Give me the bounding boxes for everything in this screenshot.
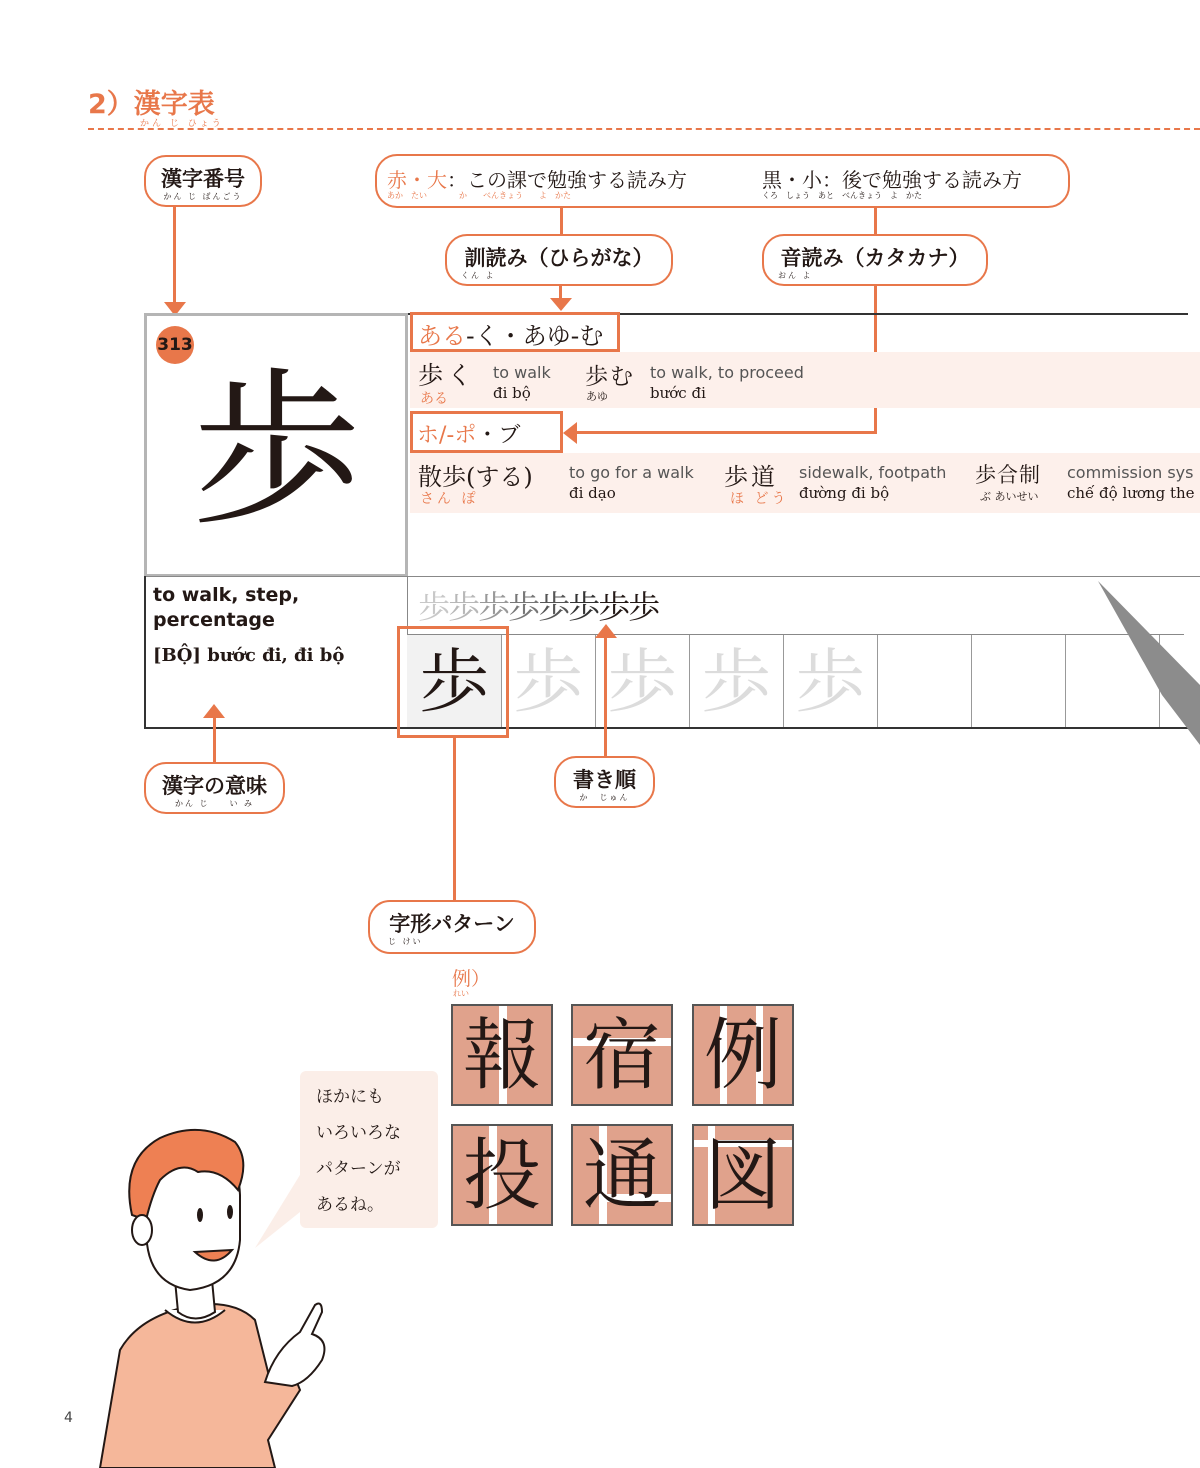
section-title: 2）漢字表 [88, 89, 215, 120]
callout-label: 音読み（カタカナ） [780, 246, 970, 270]
main-kanji: 歩 [190, 353, 361, 551]
pattern-kanji: 図 [703, 1131, 782, 1221]
divider [144, 576, 1200, 577]
vocab-word: 歩む [585, 364, 635, 390]
kanji-box [144, 313, 408, 577]
vocab-english: to walk [493, 363, 551, 382]
stroke-step: 歩 [568, 588, 599, 626]
vocab-english: to walk, to proceed [650, 363, 804, 382]
callout-ruby: か じゅん [579, 793, 630, 802]
red-legend-text: ：この課で勉強する読み方 [447, 168, 687, 192]
vocab-word: 散歩(する) [418, 463, 533, 491]
practice-trace-kanji: 歩 [513, 641, 583, 723]
practice-trace-kanji: 歩 [607, 641, 677, 723]
vocab-vietnamese: đường đi bộ [799, 484, 890, 502]
pattern-kanji: 投 [462, 1131, 541, 1221]
callout-ruby: おん よ [778, 271, 813, 280]
callout-ruby: くん よ [461, 271, 496, 280]
vocab-ruby: あゆ [586, 390, 608, 403]
pattern-kanji: 通 [582, 1131, 661, 1221]
arrow-line [453, 738, 456, 902]
vocab-english: to go for a walk [569, 463, 694, 482]
section-title-ruby: かん じ ひょう [140, 119, 224, 129]
pattern-kanji: 報 [462, 1011, 541, 1101]
kanji-number-badge: 313 [156, 326, 194, 364]
callout-meaning [144, 762, 285, 814]
callout-label: 訓読み（ひらがな） [464, 246, 654, 270]
vocab-ruby: ぶ あいせい [980, 490, 1039, 503]
practice-cell[interactable] [971, 635, 1066, 727]
stroke-step: 歩 [598, 588, 629, 626]
arrow-line [576, 431, 877, 434]
red-legend-ruby: あか たい か べんきょう よ かた [387, 191, 571, 200]
card-bottom-border [144, 727, 1200, 729]
callout-kun-reading [445, 234, 673, 286]
callout-ruby: かん じ ばんごう [163, 192, 243, 201]
stroke-step: 歩 [448, 588, 479, 626]
meaning-english: to walk, step, percentage [153, 584, 300, 631]
vocab-english: commission sys [1067, 463, 1194, 482]
pattern-highlight-box [397, 626, 509, 738]
vocab-vietnamese: chế độ lương the [1067, 484, 1195, 502]
vocab-word: 歩く [418, 361, 477, 390]
vocab-ruby: ほ どう [730, 491, 789, 507]
callout-stroke-order [554, 756, 655, 808]
arrow-head [563, 422, 577, 444]
stroke-sequence [418, 582, 658, 628]
meaning-vietnamese: [BỘ] bước đi, đi bộ [153, 645, 345, 666]
stroke-step: 歩 [418, 588, 449, 626]
practice-cell[interactable] [877, 635, 972, 727]
arrow-line [604, 636, 607, 758]
kun-reading-rest: -く・あゆ-む [466, 322, 604, 350]
divider [144, 576, 146, 728]
connector-line [560, 208, 563, 236]
dashed-divider [88, 128, 1200, 130]
on-reading [417, 418, 520, 449]
speech-line: パターンが [316, 1159, 401, 1179]
pattern-example [571, 1124, 673, 1226]
black-legend-mark: 黒・小 [762, 168, 822, 192]
pattern-example [451, 1124, 553, 1226]
callout-label: 字形パターン [389, 912, 515, 936]
arrow-head [550, 298, 572, 311]
callout-label: 漢字の意味 [162, 774, 267, 798]
speech-line: ほかにも [316, 1087, 384, 1107]
stroke-step: 歩 [538, 588, 569, 626]
black-legend-text: ：後で勉強する読み方 [822, 168, 1022, 192]
pattern-example [692, 1004, 794, 1106]
callout-on-reading [762, 234, 988, 286]
callout-color-legend [375, 154, 1070, 208]
vocab-ruby: さん ぽ [420, 491, 479, 507]
callout-label: 書き順 [573, 768, 636, 792]
pattern-kanji: 宿 [582, 1011, 661, 1101]
pattern-example [571, 1004, 673, 1106]
callout-label: 漢字番号 [161, 167, 245, 191]
black-legend-ruby: くろ しょう あと べんきょう よ かた [762, 191, 922, 200]
vocab-vietnamese: đi bộ [493, 384, 531, 402]
pattern-example [692, 1124, 794, 1226]
teacher-illustration [60, 1120, 330, 1468]
callout-pattern [368, 900, 536, 954]
callout-ruby: じ けい [388, 937, 423, 946]
example-label: 例） [452, 968, 491, 990]
vocab-english: sidewalk, footpath [799, 463, 947, 482]
on-reading-rest: ・ブ [476, 423, 521, 448]
vocab-vietnamese: đi dạo [569, 484, 616, 502]
page-curl-pointer [1090, 575, 1200, 745]
pattern-example [451, 1004, 553, 1106]
callout-ruby: かん じ い み [174, 799, 255, 808]
kun-reading [418, 316, 603, 351]
vocab-vietnamese: bước đi [650, 384, 706, 402]
speech-line: いろいろな [316, 1123, 401, 1143]
arrow-line [213, 716, 216, 764]
connector-line [874, 208, 877, 236]
kun-reading-red: ある [418, 322, 466, 350]
on-reading-red: ホ/-ポ [417, 423, 477, 448]
callout-kanji-number [144, 155, 262, 207]
pattern-kanji: 例 [703, 1011, 782, 1101]
practice-trace-kanji: 歩 [701, 641, 771, 723]
vocab-word: 歩道 [724, 463, 778, 491]
practice-model-kanji: 歩 [419, 641, 489, 723]
practice-trace-kanji: 歩 [795, 641, 865, 723]
stroke-step: 歩 [478, 588, 509, 626]
arrow-line [173, 207, 176, 305]
vocab-word: 歩合制 [975, 463, 1041, 487]
stroke-step: 歩 [508, 588, 539, 626]
speech-line: あるね。 [316, 1195, 384, 1215]
vocab-ruby: ある [420, 391, 448, 407]
stroke-step: 歩 [628, 588, 659, 626]
example-ruby: れい [453, 989, 469, 998]
page-number: 4 [64, 1410, 73, 1426]
red-legend-mark: 赤・大 [387, 168, 447, 192]
